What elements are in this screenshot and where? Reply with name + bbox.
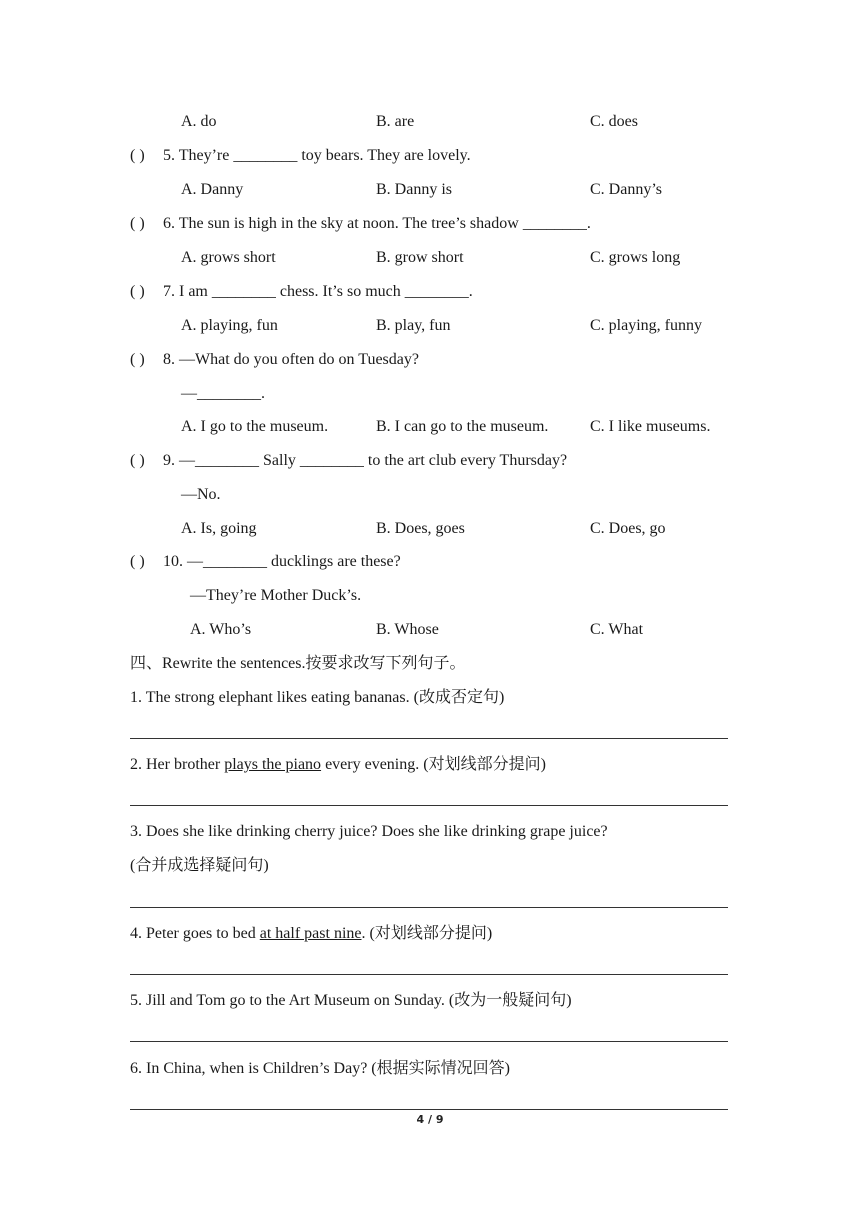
- rewrite-4-prompt: [130, 924, 492, 944]
- q6-answer-paren: ( ): [130, 215, 145, 232]
- q10-option-a: A. Who’s: [190, 621, 252, 638]
- q10-answer-paren: ( ): [130, 553, 145, 570]
- rewrite-4-pre: 4. Peter goes to bed: [130, 925, 260, 942]
- q5-stem: 5. They’re ________ toy bears. They are lovely.: [163, 147, 471, 164]
- rewrite-3-instruction: (合并成选择疑问句): [130, 857, 269, 874]
- rewrite-2-underlined-phrase: plays the piano: [224, 756, 322, 773]
- rewrite-6-prompt: 6. In China, when is Children’s Day? (根据实际情况回答): [130, 1060, 510, 1077]
- rewrite-2-answer-line[interactable]: [130, 805, 728, 806]
- q8-option-c: C. I like museums.: [590, 418, 711, 435]
- rewrite-3-prompt: 3. Does she like drinking cherry juice? Does she like drinking grape juice?: [130, 823, 608, 840]
- rewrite-6-answer-line[interactable]: [130, 1109, 728, 1110]
- q6-option-c: C. grows long: [590, 249, 681, 266]
- q10-stem: 10. —________ ducklings are these?: [163, 553, 401, 570]
- q9-stem: 9. —________ Sally ________ to the art club every Thursday?: [163, 452, 568, 469]
- q8-reply: —________.: [181, 385, 265, 402]
- rewrite-1-prompt: 1. The strong elephant likes eating bananas. (改成否定句): [130, 689, 505, 706]
- q5-option-b: B. Danny is: [376, 181, 452, 198]
- page-number: 4 / 9: [416, 1113, 444, 1126]
- rewrite-5-prompt: 5. Jill and Tom go to the Art Museum on Sunday. (改为一般疑问句): [130, 992, 572, 1009]
- q9-option-b: B. Does, goes: [376, 520, 465, 537]
- q4-option-c: C. does: [590, 113, 638, 130]
- q9-answer-paren: ( ): [130, 452, 145, 469]
- rewrite-1-answer-line[interactable]: [130, 738, 728, 739]
- rewrite-5-answer-line[interactable]: [130, 1041, 728, 1042]
- rewrite-3-answer-line[interactable]: [130, 907, 728, 908]
- q7-stem: 7. I am ________ chess. It’s so much ________.: [163, 283, 473, 300]
- q8-option-a: A. I go to the museum.: [181, 418, 329, 435]
- q9-reply: —No.: [181, 486, 221, 503]
- q8-answer-paren: ( ): [130, 351, 145, 368]
- q5-option-a: A. Danny: [181, 181, 244, 198]
- rewrite-2-pre: 2. Her brother: [130, 756, 225, 773]
- q8-stem: 8. —What do you often do on Tuesday?: [163, 351, 419, 368]
- q6-option-a: A. grows short: [181, 249, 276, 266]
- q8-option-b: B. I can go to the museum.: [376, 418, 549, 435]
- rewrite-4-underlined-phrase: at half past nine: [259, 925, 362, 942]
- q6-option-b: B. grow short: [376, 249, 464, 266]
- q6-stem: 6. The sun is high in the sky at noon. The tree’s shadow ________.: [163, 215, 591, 232]
- rewrite-2-post: every evening. (对划线部分提问): [321, 756, 546, 773]
- q9-option-c: C. Does, go: [590, 520, 666, 537]
- q7-option-b: B. play, fun: [376, 317, 451, 334]
- rewrite-4-answer-line[interactable]: [130, 974, 728, 975]
- rewrite-4-post: . (对划线部分提问): [361, 925, 493, 942]
- q10-option-c: C. What: [590, 621, 644, 638]
- rewrite-2-prompt: [130, 755, 546, 775]
- q4-option-a: A. do: [181, 113, 217, 130]
- q7-option-a: A. playing, fun: [181, 317, 278, 334]
- q9-option-a: A. Is, going: [181, 520, 257, 537]
- section-4-heading: 四、Rewrite the sentences.按要求改写下列句子。: [130, 655, 466, 672]
- q5-option-c: C. Danny’s: [590, 181, 662, 198]
- q7-answer-paren: ( ): [130, 283, 145, 300]
- q5-answer-paren: ( ): [130, 147, 145, 164]
- q4-option-b: B. are: [376, 113, 415, 130]
- q10-reply: —They’re Mother Duck’s.: [190, 587, 362, 604]
- q10-option-b: B. Whose: [376, 621, 439, 638]
- q7-option-c: C. playing, funny: [590, 317, 702, 334]
